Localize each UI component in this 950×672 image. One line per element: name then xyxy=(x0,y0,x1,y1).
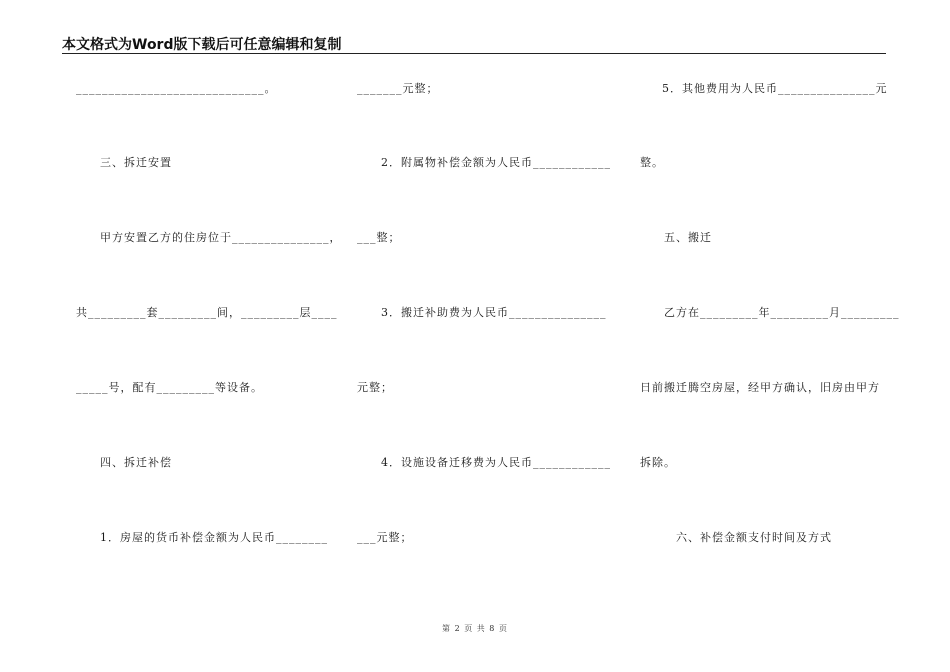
left-line-7: 1．房屋的货币补偿金额为人民币________ xyxy=(100,531,328,544)
middle-line-4: 3．搬迁补助费为人民币_______________ xyxy=(381,306,607,319)
middle-line-7: ___元整； xyxy=(357,531,413,544)
left-line-5: _____号，配有_________等设备。 xyxy=(76,381,263,394)
right-line-4: 乙方在_________年_________月_________ xyxy=(664,306,900,319)
right-line-6: 拆除。 xyxy=(640,456,676,469)
left-line-4: 共_________套_________间，_________层____ xyxy=(76,306,338,319)
right-heading-payment-terms: 六、补偿金额支付时间及方式 xyxy=(676,531,832,544)
right-heading-relocation: 五、搬迁 xyxy=(664,231,712,244)
right-line-1: 5．其他费用为人民币_______________元 xyxy=(662,82,888,95)
middle-line-3: ___整； xyxy=(357,231,401,244)
left-heading-relocation-compensation: 四、拆迁补偿 xyxy=(100,456,172,469)
right-line-5: 日前搬迁腾空房屋，经甲方确认，旧房由甲方 xyxy=(640,381,880,394)
left-line-3: 甲方安置乙方的住房位于_______________， xyxy=(100,231,342,244)
left-line-1: _____________________________。 xyxy=(76,82,277,95)
page-number-footer: 第 2 页 共 8 页 xyxy=(442,624,508,633)
right-line-2: 整。 xyxy=(640,156,664,169)
middle-line-6: 4．设施设备迁移费为人民币____________ xyxy=(381,456,611,469)
left-heading-relocation-placement: 三、拆迁安置 xyxy=(100,156,172,169)
header-divider xyxy=(62,53,886,54)
middle-line-1: _______元整； xyxy=(357,82,439,95)
middle-line-2: 2．附属物补偿金额为人民币____________ xyxy=(381,156,611,169)
middle-line-5: 元整； xyxy=(357,381,393,394)
document-header-title: 本文格式为Word版下载后可任意编辑和复制 xyxy=(62,37,342,53)
